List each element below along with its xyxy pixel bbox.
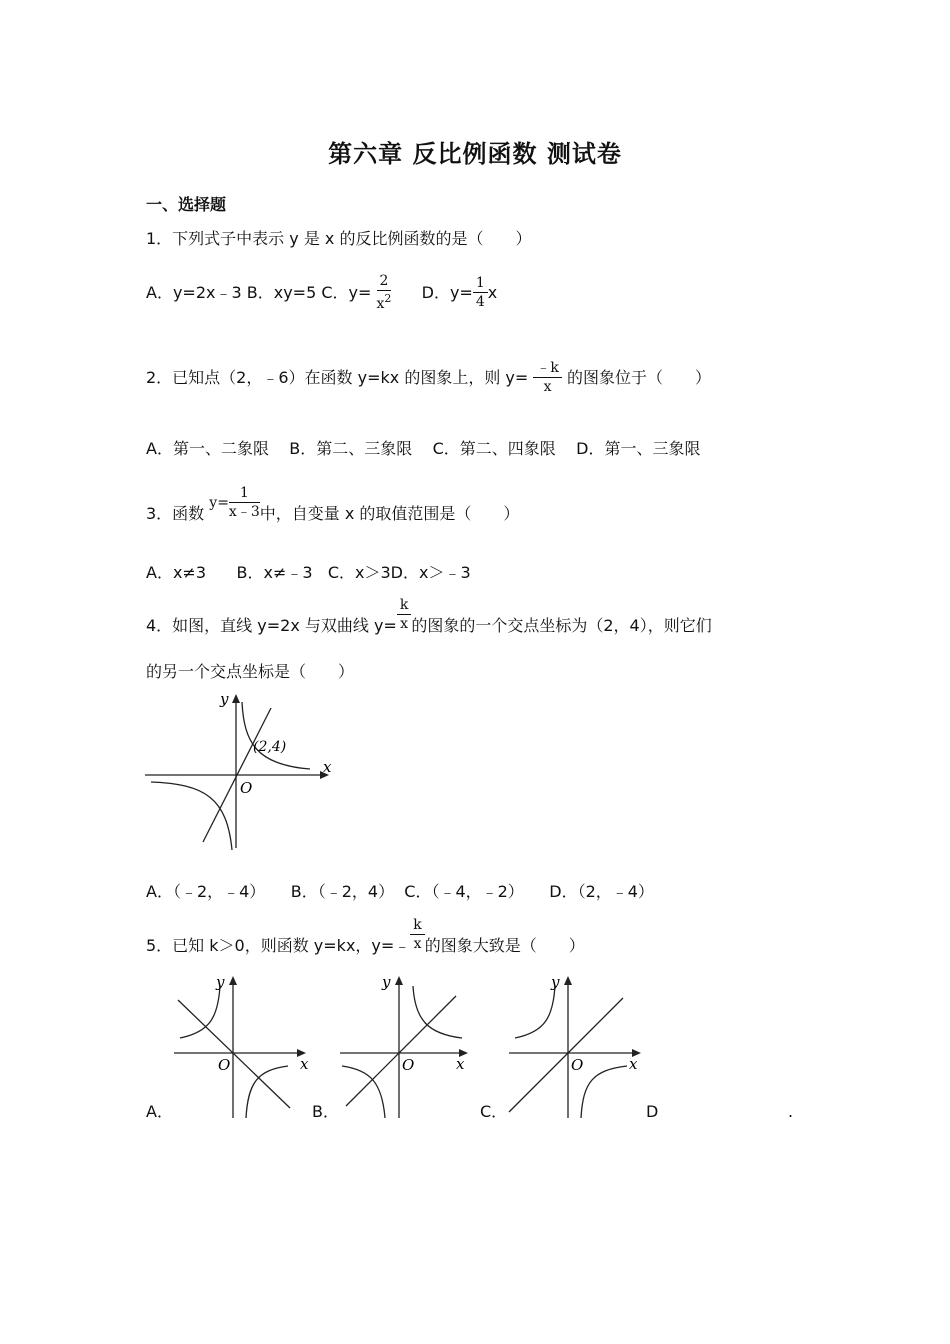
q2-option-d: D．第一、三象限 [576,439,701,458]
section-heading: 一、选择题 [146,195,227,214]
q5-stem-pre: 5．已知 k＞0，则函数 y=kx，y=﹣ [146,936,411,955]
q5c-y-arrow-icon [564,976,572,985]
q1-option-c-exponent: 2 [384,292,392,305]
q4-hyperbola-q3 [151,782,232,850]
q5-numerator: k [410,918,424,935]
q4-x-label: x [323,758,332,776]
q5a-line [178,1000,290,1108]
q4-y-label: y [220,690,229,708]
q4-fraction [397,598,411,631]
q5-graph-a [170,972,310,1118]
q5b-y-arrow-icon [395,976,403,985]
q4-y-arrow-icon [232,694,240,703]
q2-denominator: x [543,379,552,395]
q3-option-c: C．x＞3 [327,563,391,582]
q5-graph-b [338,972,473,1118]
q1-option-c-base: x [376,296,385,312]
q2-stem-pre: 2．已知点（2，﹣6）在函数 y=kx 的图象上，则 y= [146,367,529,387]
q4-option-b: B．（﹣2，4） [290,882,395,901]
q4-stem-line2: 的另一个交点坐标是（ ） [146,662,355,681]
q5-stem-post: 的图象大致是（ ） [424,936,585,955]
q1-option-d-numerator: 1 [473,276,488,293]
q5a-x-label: x [300,1055,309,1073]
q1-options [146,274,497,311]
q5-graph-c [505,972,645,1118]
q3-option-d: D．x＞﹣3 [390,563,471,582]
q5a-origin-label: O [218,1056,231,1074]
q1-option-a: A．y=2x﹣3 [146,282,242,302]
q2-fraction [533,361,561,394]
q5c-hyperbola-q2 [515,986,555,1038]
q4-options [146,880,654,904]
q5b-y-label: y [382,973,391,991]
q3-fraction-prefix: y= [209,494,229,511]
q5a-y-arrow-icon [229,976,237,985]
q1-option-c-fraction [377,274,392,311]
q5-stem [146,918,585,954]
q1-option-b: B．xy=5 [246,282,317,302]
q5-label-b: B． [312,1102,339,1121]
q5c-origin-label: O [571,1056,584,1074]
q4-denominator: x [400,616,409,632]
q5c-line [509,998,623,1112]
q3-stem-pre: 3．函数 [146,504,205,523]
q1-option-c-denominator [377,291,392,311]
q1-option-d-denominator: 4 [475,294,485,310]
q5c-y-label: y [551,973,560,991]
q5b-x-label: x [456,1055,465,1073]
q4-option-a: A．（﹣2，﹣4） [146,882,266,901]
q5-denominator: x [413,936,422,952]
q1-option-d-suffix: x [487,282,498,302]
q3-denominator: x﹣3 [228,504,260,520]
q5b-line [346,996,456,1106]
q3-numerator: 1 [229,486,260,503]
q2-option-c: C．第二、四象限 [432,439,556,458]
q5-label-d: D [646,1102,659,1121]
q4-origin-label: O [240,779,253,797]
q5a-hyperbola-q4 [246,1066,288,1118]
q5a-y-label: y [216,973,225,991]
q5-fraction [410,918,424,951]
q3-stem [146,486,519,522]
page-title: 第六章 反比例函数 测试卷 [328,139,622,168]
q4-numerator: k [397,598,411,615]
q5-label-c: C． [480,1102,508,1121]
q2-stem [146,361,711,394]
q3-fraction [229,486,260,519]
q5c-hyperbola-q4 [581,1066,627,1118]
q5-end-dot: . [788,1102,794,1121]
q4-option-c: C．（﹣4，﹣2） [404,882,524,901]
q3-option-b: B．x≠﹣3 [236,563,313,582]
q1-option-c-numerator: 2 [377,274,392,291]
q5a-hyperbola-q2 [180,986,220,1038]
q2-stem-post: 的图象位于（ ） [566,367,711,387]
q5c-x-label: x [629,1055,638,1073]
q3-options [146,561,471,585]
q4-hyperbola-q1 [242,702,310,769]
q5-label-a: A． [146,1102,173,1121]
q4-stem-post: 的图象的一个交点坐标为（2，4），则它们 [411,616,712,635]
q4-option-d: D．（2，﹣4） [549,882,654,901]
q5b-hyperbola-q1 [413,986,462,1038]
q2-options [146,437,700,461]
q3-option-a: A．x≠3 [146,563,207,582]
q1-option-d-prefix: D．y= [421,282,473,302]
q1-stem: 1．下列式子中表示 y 是 x 的反比例函数的是（ ） [146,229,532,248]
q5b-origin-label: O [402,1056,415,1074]
q4-stem [146,598,712,634]
q4-stem-pre: 4．如图，直线 y=2x 与双曲线 y= [146,616,397,635]
q2-option-a: A．第一、二象限 [146,439,269,458]
q1-option-c-prefix: C．y= [321,282,372,302]
q1-option-d-fraction [473,276,488,309]
q4-graph [145,688,340,853]
q2-numerator: ﹣k [533,361,561,378]
q4-point-label: (2,4) [253,739,287,755]
q2-option-b: B．第二、三象限 [289,439,413,458]
q3-stem-post: 中，自变量 x 的取值范围是（ ） [259,504,520,523]
